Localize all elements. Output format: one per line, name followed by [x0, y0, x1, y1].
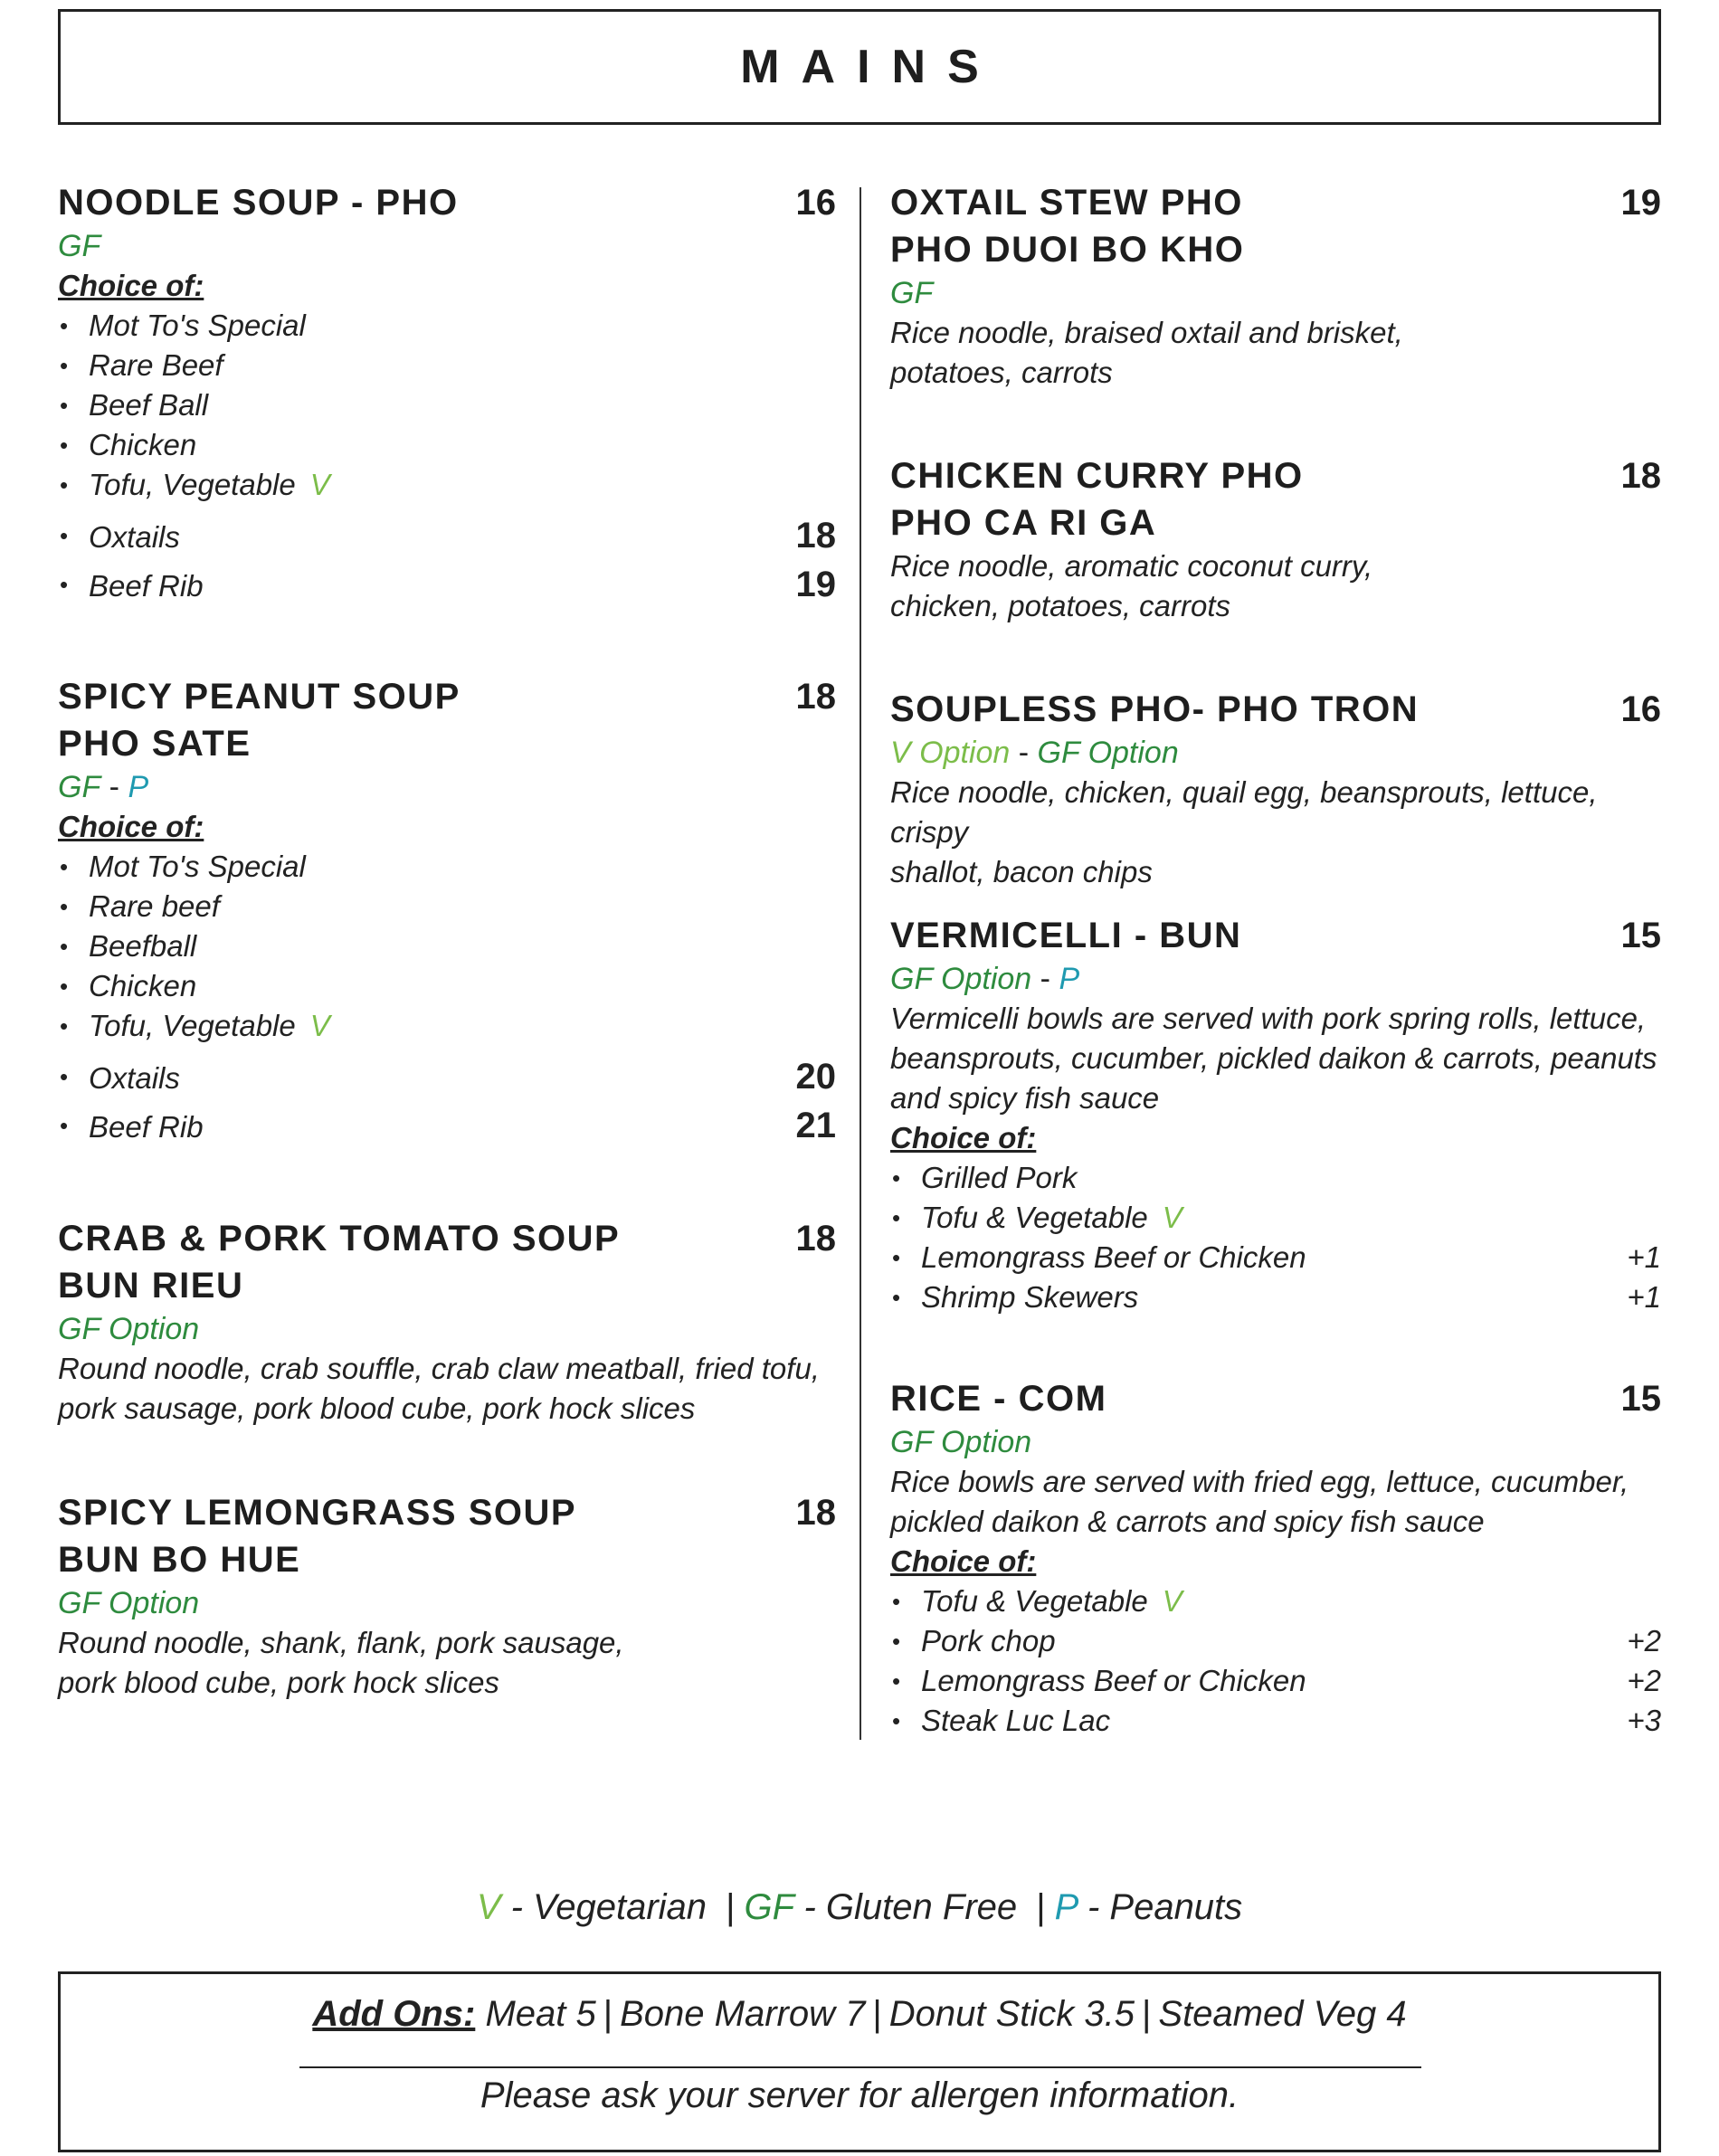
choice-list — [58, 847, 836, 1151]
list-item: • Lemongrass Beef or Chicken +1 — [890, 1238, 1661, 1277]
list-item: • Beefball — [58, 926, 836, 966]
dish-name: CHICKEN CURRY PHO — [890, 456, 1304, 496]
list-item: • Chicken — [58, 425, 836, 465]
dish-description: pork sausage, pork blood cube, pork hock slices — [58, 1391, 696, 1425]
list-item: • Grilled Pork — [890, 1158, 1661, 1198]
diet-tag: V Option - GF Option — [890, 736, 1179, 770]
dish-name: OXTAIL STEW PHO — [890, 183, 1243, 223]
dish-description: and spicy fish sauce — [890, 1081, 1160, 1115]
choice-list — [890, 1581, 1661, 1741]
dish-description: Rice noodle, braised oxtail and brisket, — [890, 316, 1403, 349]
list-item: • Pork chop +2 — [890, 1621, 1661, 1661]
item-price: 19 — [795, 565, 836, 604]
menu-section-vermicelli — [890, 912, 1661, 1317]
item-price: +1 — [1627, 1240, 1661, 1274]
item-price: +3 — [1627, 1704, 1661, 1737]
item-price: +2 — [1627, 1664, 1661, 1697]
menu-section-oxtail-stew — [890, 179, 1661, 393]
dish-description: beansprouts, cucumber, pickled daikon & carrots, peanuts — [890, 1041, 1657, 1075]
dish-description: potatoes, carrots — [890, 356, 1113, 389]
list-item: • Beef Rib 19 — [58, 561, 836, 610]
list-item: • Mot To's Special — [58, 306, 836, 346]
list-item: • Tofu, Vegetable V — [58, 465, 836, 505]
list-item: • Tofu, Vegetable V — [58, 1006, 836, 1046]
dish-description: shallot, bacon chips — [890, 855, 1153, 888]
dish-subname: BUN BO HUE — [58, 1540, 301, 1580]
dish-subname: PHO CA RI GA — [890, 503, 1157, 543]
list-item: • Mot To's Special — [58, 847, 836, 887]
list-item: • Tofu & Vegetable V — [890, 1581, 1661, 1621]
list-item: • Rare Beef — [58, 346, 836, 385]
dish-price: 16 — [1620, 689, 1661, 729]
diet-tag: GF - P — [58, 770, 149, 804]
page-title: MAINS — [740, 41, 1001, 93]
dish-subname: PHO SATE — [58, 724, 252, 764]
vegetarian-mark: V — [309, 1009, 330, 1042]
dish-description: chicken, potatoes, carrots — [890, 589, 1231, 622]
list-item: • Beef Ball — [58, 385, 836, 425]
dish-name: CRAB & PORK TOMATO SOUP — [58, 1219, 621, 1258]
addons-label: Add Ons: — [312, 1994, 476, 2034]
menu-section-soupless-pho — [890, 686, 1661, 892]
dish-name: RICE - COM — [890, 1379, 1107, 1419]
dish-price: 16 — [795, 183, 836, 223]
dish-description: Round noodle, crab souffle, crab claw meatball, fried tofu, — [58, 1352, 820, 1385]
item-price: 21 — [795, 1106, 836, 1145]
menu-section-rice — [890, 1375, 1661, 1741]
choice-label: Choice of: — [890, 1121, 1037, 1154]
menu-section-crab-pork — [58, 1215, 836, 1429]
allergen-note: Please ask your server for allergen information. — [480, 2075, 1239, 2115]
dish-price: 15 — [1620, 916, 1661, 955]
legend-v: V — [476, 1887, 501, 1927]
diet-tag: GF Option — [58, 1586, 200, 1620]
dish-price: 18 — [795, 677, 836, 717]
item-price: +2 — [1627, 1624, 1661, 1657]
list-item: • Rare beef — [58, 887, 836, 926]
list-item: • Steak Luc Lac +3 — [890, 1701, 1661, 1741]
list-item: • Tofu & Vegetable V — [890, 1198, 1661, 1238]
dish-description: Rice bowls are served with fried egg, lettuce, cucumber, — [890, 1465, 1629, 1498]
list-item: • Oxtails 18 — [58, 512, 836, 561]
dish-description: Rice noodle, aromatic coconut curry, — [890, 549, 1373, 583]
diet-tag: GF Option — [58, 1312, 200, 1346]
dish-description: Rice noodle, chicken, quail egg, beansprouts, lettuce, crispy — [890, 775, 1598, 849]
dish-price: 15 — [1620, 1379, 1661, 1419]
dish-name: SPICY LEMONGRASS SOUP — [58, 1493, 577, 1533]
list-item: • Shrimp Skewers +1 — [890, 1277, 1661, 1317]
dish-description: pork blood cube, pork hock slices — [58, 1666, 499, 1699]
menu-section-spicy-lemongrass — [58, 1489, 836, 1703]
list-item: • Oxtails 20 — [58, 1053, 836, 1102]
item-price: +1 — [1627, 1280, 1661, 1314]
diet-tag: GF Option — [890, 1425, 1032, 1459]
dish-price: 18 — [795, 1219, 836, 1258]
dish-name: VERMICELLI - BUN — [890, 916, 1242, 955]
dish-description: Round noodle, shank, flank, pork sausage, — [58, 1626, 624, 1659]
dish-name: SOUPLESS PHO- PHO TRON — [890, 689, 1420, 729]
dish-price: 18 — [795, 1493, 836, 1533]
column-divider — [860, 187, 861, 1740]
legend-p: P — [1054, 1887, 1078, 1927]
choice-label: Choice of: — [58, 269, 204, 302]
vegetarian-mark: V — [1162, 1201, 1182, 1234]
dish-name: NOODLE SOUP - PHO — [58, 183, 459, 223]
title-box — [58, 9, 1661, 125]
dish-description: pickled daikon & carrots and spicy fish sauce — [890, 1505, 1485, 1538]
diet-legend: V - Vegetarian | GF - Gluten Free | P - Peanuts — [476, 1887, 1243, 1927]
choice-label: Choice of: — [58, 810, 204, 843]
dish-description: Vermicelli bowls are served with pork spring rolls, lettuce, — [890, 1002, 1647, 1035]
diet-tag: GF — [58, 229, 101, 263]
dish-subname: BUN RIEU — [58, 1266, 244, 1306]
menu-section-spicy-peanut — [58, 673, 836, 1151]
diet-tag: GF — [890, 276, 934, 310]
dish-price: 19 — [1620, 183, 1661, 223]
list-item: • Lemongrass Beef or Chicken +2 — [890, 1661, 1661, 1701]
addons-box — [58, 1971, 1661, 2152]
item-price: 20 — [795, 1057, 836, 1097]
dish-price: 18 — [1620, 456, 1661, 496]
dish-name: SPICY PEANUT SOUP — [58, 677, 461, 717]
menu-section-chicken-curry — [890, 452, 1661, 626]
dish-subname: PHO DUOI BO KHO — [890, 230, 1245, 270]
divider-rule — [299, 2066, 1421, 2068]
addons-line: Add Ons: Meat 5 | Bone Marrow 7 | Donut Stick 3.5 | Steamed Veg 4 — [312, 1994, 1407, 2034]
vegetarian-mark: V — [309, 468, 330, 501]
choice-list — [58, 306, 836, 610]
vegetarian-mark: V — [1162, 1584, 1182, 1618]
list-item: • Beef Rib 21 — [58, 1102, 836, 1151]
choice-label: Choice of: — [890, 1544, 1037, 1578]
choice-list — [890, 1158, 1661, 1317]
item-price: 18 — [795, 516, 836, 556]
legend-gf: GF — [744, 1887, 794, 1927]
list-item: • Chicken — [58, 966, 836, 1006]
diet-tag: GF Option - P — [890, 962, 1080, 996]
menu-section-noodle-soup — [58, 179, 836, 610]
